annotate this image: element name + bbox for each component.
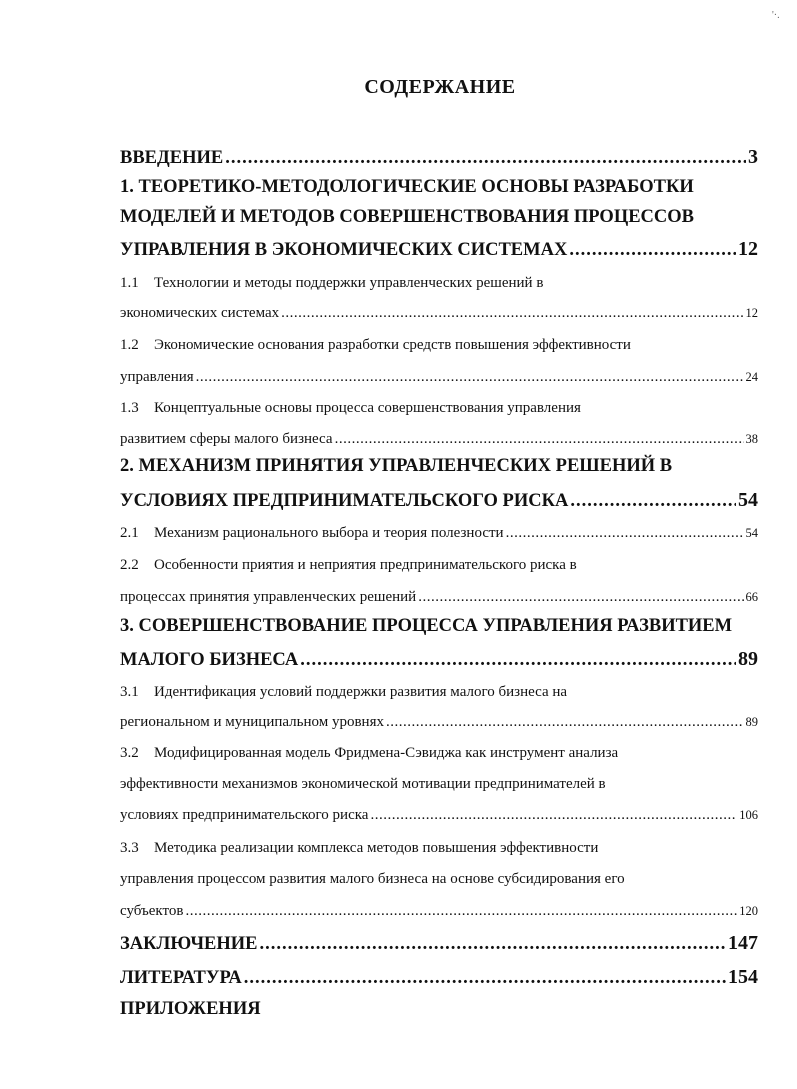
dot-leader [281,305,743,322]
page-title: СОДЕРЖАНИЕ [364,76,516,98]
toc-entry-section-3-1-line-2: региональном и муниципальном уровнях ..... 89 [120,714,758,731]
toc-entry-section-1-1-line-1: 1.1 Технологии и методы поддержки управленческих решений в [120,275,544,291]
page-number: 12 [745,306,758,320]
toc-entry-section-3-1-line-1: 3.1 Идентификация условий поддержки развития малого бизнеса на [120,684,568,700]
toc-entry-section-3-3-line-2: управления процессом развития малого бизнеса на основе субсидирования его [120,871,625,887]
corner-mark: '·. [772,10,780,21]
page-number: 24 [745,370,758,384]
page-number: 12 [738,238,758,260]
toc-entry-section-1-1-line-2: экономических системах ..... 12 [120,305,758,322]
toc-entry-appendices: ПРИЛОЖЕНИЯ [120,999,261,1019]
toc-entry-section-3-3-line-1: 3.3 Методика реализации комплекса методов повышения эффективности [120,840,599,856]
dot-leader [335,431,744,448]
toc-entry-chapter-1-line-2: МОДЕЛЕЙ И МЕТОДОВ СОВЕРШЕНСТВОВАНИЯ ПРОЦЕССОВ [120,207,695,227]
toc-entry-section-3-2-line-2: эффективности механизмов экономической мотивации предпринимателей в [120,776,606,792]
dot-leader [418,589,743,606]
toc-entry-section-1-2-line-2: управления ..... 24 [120,369,758,386]
dot-leader [185,903,737,920]
page-number: 154 [728,966,758,988]
toc-entry-introduction: ВВЕДЕНИЕ ..... 3 [120,146,758,169]
toc-entry-conclusion: ЗАКЛЮЧЕНИЕ ..... 147 [120,932,758,955]
page-number: 38 [745,432,758,446]
dot-leader [244,968,726,989]
page-number: 66 [745,590,758,604]
toc-entry-section-2-2-line-2: процессах принятия управленческих решений ..... 66 [120,589,758,606]
toc-entry-chapter-2-line-1: 2. МЕХАНИЗМ ПРИНЯТИЯ УПРАВЛЕНЧЕСКИХ РЕШЕНИЙ В [120,456,673,476]
toc-entry-section-3-2-line-1: 3.2 Модифицированная модель Фридмена-Сэвиджа как инструмент анализа [120,745,619,761]
dot-leader [196,369,744,386]
page-number: 89 [745,715,758,729]
toc-entry-section-2-2-line-1: 2.2 Особенности приятия и неприятия предпринимательского риска в [120,557,577,573]
dot-leader [370,807,737,824]
page-number: 120 [739,904,758,918]
page-number: 3 [748,146,758,168]
dot-leader [300,650,736,671]
toc-entry-chapter-1-line-1: 1. ТЕОРЕТИКО-МЕТОДОЛОГИЧЕСКИЕ ОСНОВЫ РАЗРАБОТКИ [120,177,694,197]
page-number: 54 [745,526,758,540]
dot-leader [570,491,736,512]
dot-leader [569,240,736,261]
dot-leader [260,934,727,955]
toc-entry-section-3-3-line-3: субъектов ..... 120 [120,903,758,920]
toc-entry-section-2-1: 2.1 Механизм рационального выбора и теория полезности ..... 54 [120,525,758,542]
toc-entry-chapter-3-line-1: 3. СОВЕРШЕНСТВОВАНИЕ ПРОЦЕССА УПРАВЛЕНИЯ РАЗВИТИЕМ [120,616,733,636]
page-number: 89 [738,648,758,670]
toc-entry-section-1-3-line-1: 1.3 Концептуальные основы процесса совершенствования управления [120,400,581,416]
toc-entry-chapter-3-line-2: МАЛОГО БИЗНЕСА ..... 89 [120,648,758,671]
toc-entry-section-1-2-line-1: 1.2 Экономические основания разработки средств повышения эффективности [120,337,631,353]
dot-leader [506,525,744,542]
toc-entry-bibliography: ЛИТЕРАТУРА ..... 154 [120,966,758,989]
dot-leader [225,148,746,169]
page-number: 106 [739,808,758,822]
dot-leader [386,714,744,731]
page-number: 147 [728,932,758,954]
page-number: 54 [738,489,758,511]
toc-entry-section-1-3-line-2: развитием сферы малого бизнеса ..... 38 [120,431,758,448]
toc-entry-chapter-1-line-3: УПРАВЛЕНИЯ В ЭКОНОМИЧЕСКИХ СИСТЕМАХ ..... 12 [120,238,758,261]
toc-entry-section-3-2-line-3: условиях предпринимательского риска ..... 106 [120,807,758,824]
toc-entry-chapter-2-line-2: УСЛОВИЯХ ПРЕДПРИНИМАТЕЛЬСКОГО РИСКА ..... 54 [120,489,758,512]
